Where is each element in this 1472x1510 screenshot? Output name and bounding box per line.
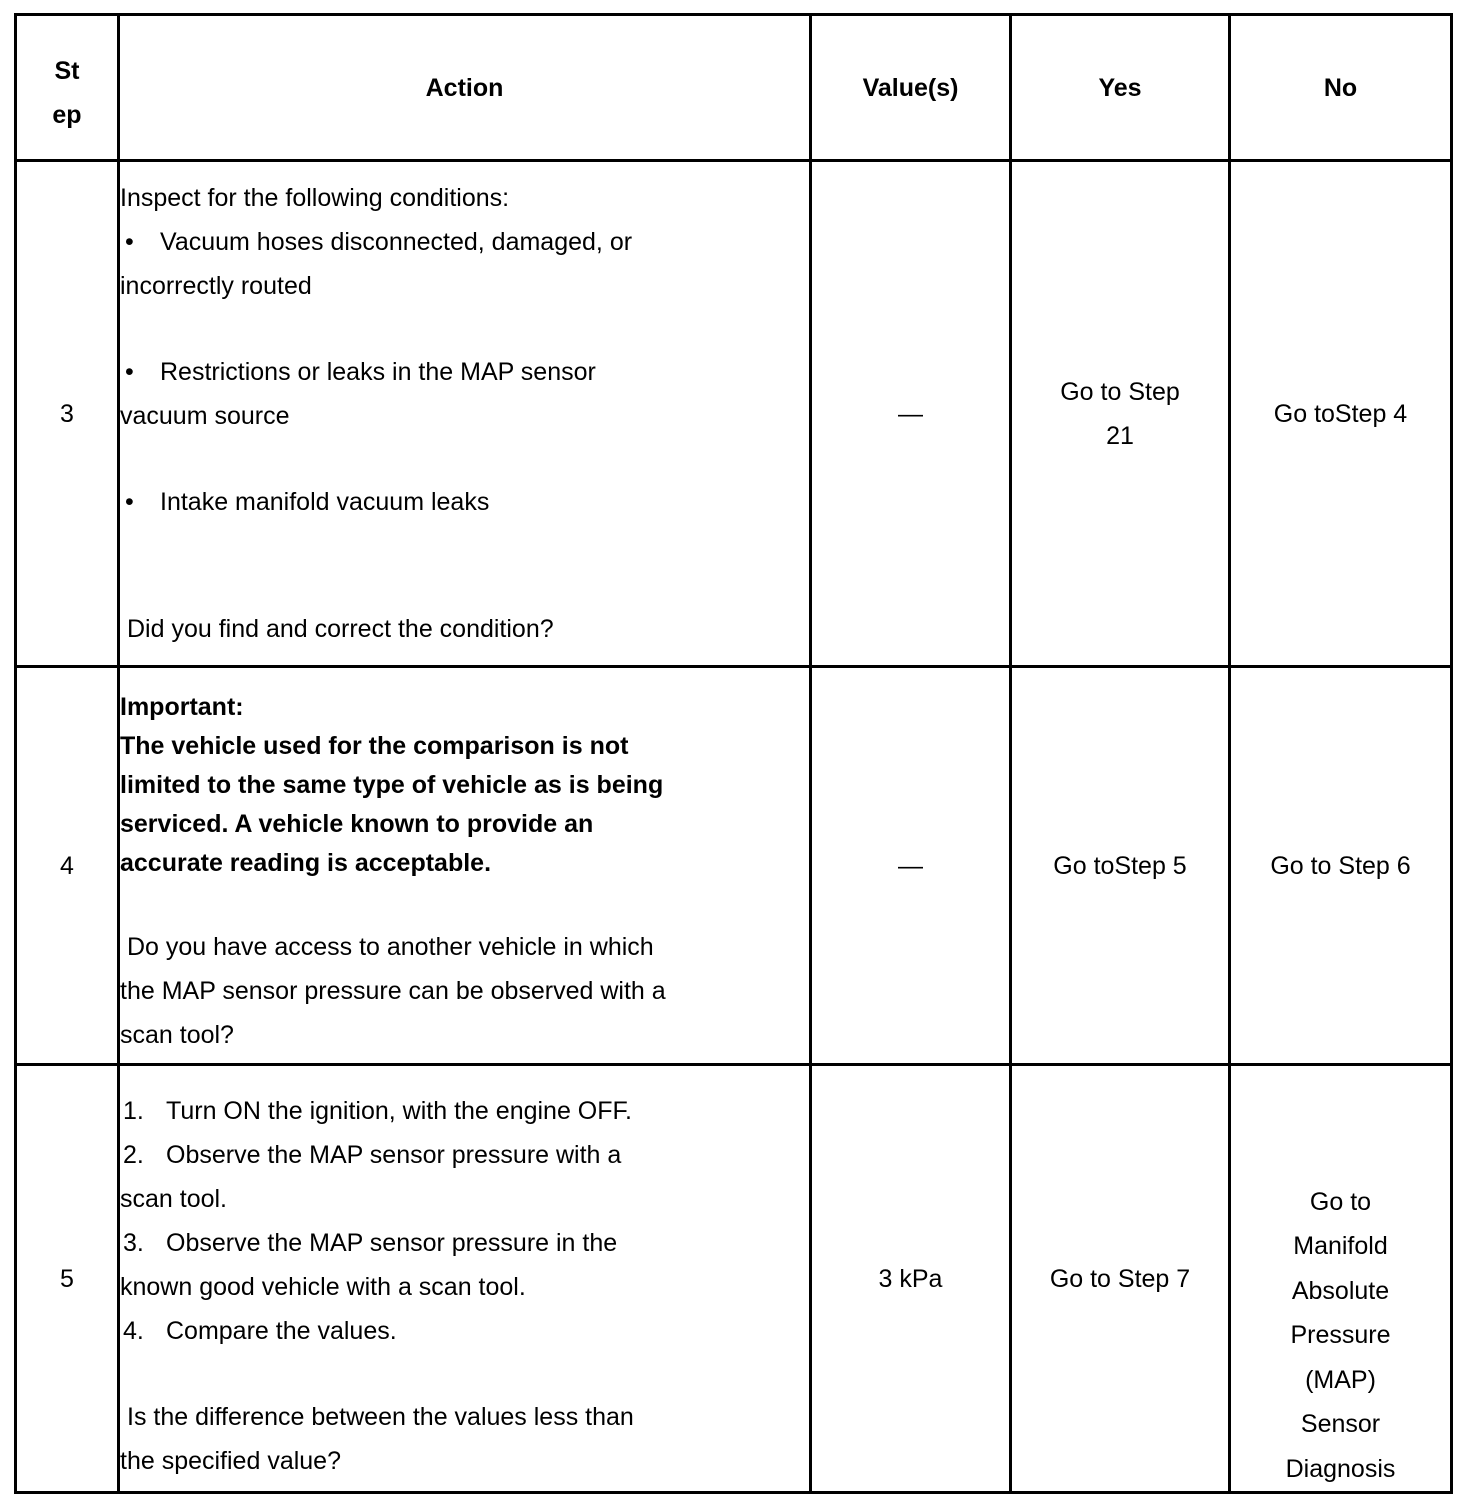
step-number: 3 bbox=[16, 161, 119, 667]
action-question: Is the difference between the values less than the specified value? bbox=[120, 1402, 634, 1475]
important-note: The vehicle used for the comparison is not limited to the same type of vehicle as is being serviced. A vehicle known to provide an accurate reading is acceptable. bbox=[120, 732, 664, 877]
important-title: Important: bbox=[120, 693, 244, 721]
action-question: Do you have access to another vehicle in which the MAP sensor pressure can be observed with a scan tool? bbox=[120, 933, 666, 1049]
bullet-continuation: vacuum source bbox=[120, 402, 290, 430]
bullet-continuation: incorrectly routed bbox=[120, 272, 312, 300]
procedure-step-continuation: known good vehicle with a scan tool. bbox=[120, 1272, 526, 1301]
yes-column-header: Yes bbox=[1011, 15, 1230, 161]
action-question: Did you find and correct the condition? bbox=[127, 615, 554, 643]
table-row-step-5 bbox=[16, 1065, 1452, 1493]
procedure-step: 1. Turn ON the ignition, with the engine OFF. bbox=[123, 1096, 632, 1125]
bullet-item: • Intake manifold vacuum leaks bbox=[120, 480, 809, 524]
no-cell: Go to Manifold Absolute Pressure (MAP) Sensor Diagnosis bbox=[1230, 1065, 1452, 1493]
no-cell: Go to Step 6 bbox=[1230, 667, 1452, 1065]
procedure-step: 3. Observe the MAP sensor pressure in the bbox=[123, 1228, 618, 1257]
value-cell: 3 kPa bbox=[811, 1065, 1011, 1493]
value-cell: — bbox=[811, 667, 1011, 1065]
procedure-step: 4. Compare the values. bbox=[123, 1316, 397, 1345]
action-cell bbox=[119, 667, 811, 1065]
yes-cell: Go to Step 21 bbox=[1011, 161, 1230, 667]
bullet-icon: • bbox=[125, 228, 134, 256]
diagnostic-table bbox=[14, 13, 1453, 1494]
action-column-header: Action bbox=[119, 15, 811, 161]
step-number: 4 bbox=[16, 667, 119, 1065]
values-column-header: Value(s) bbox=[811, 15, 1011, 161]
bullet-icon: • bbox=[125, 488, 134, 516]
bullet-icon: • bbox=[125, 358, 134, 386]
action-cell bbox=[119, 161, 811, 667]
value-cell: — bbox=[811, 161, 1011, 667]
no-column-header: No bbox=[1230, 15, 1452, 161]
procedure-step-continuation: scan tool. bbox=[120, 1184, 228, 1213]
no-cell: Go toStep 4 bbox=[1230, 161, 1452, 667]
header-row bbox=[16, 15, 1452, 161]
procedure-step: 2. Observe the MAP sensor pressure with a bbox=[123, 1140, 622, 1169]
bullet-item: • Vacuum hoses disconnected, damaged, or bbox=[120, 220, 809, 264]
yes-cell: Go toStep 5 bbox=[1011, 667, 1230, 1065]
action-cell bbox=[119, 1065, 811, 1493]
table-row-step-3 bbox=[16, 161, 1452, 667]
step-column-header: St ep bbox=[16, 15, 119, 161]
table-row-step-4 bbox=[16, 667, 1452, 1065]
yes-cell: Go to Step 7 bbox=[1011, 1065, 1230, 1493]
bullet-item: • Restrictions or leaks in the MAP sensor bbox=[120, 350, 809, 394]
action-intro: Inspect for the following conditions: bbox=[120, 184, 510, 212]
step-number: 5 bbox=[16, 1065, 119, 1493]
